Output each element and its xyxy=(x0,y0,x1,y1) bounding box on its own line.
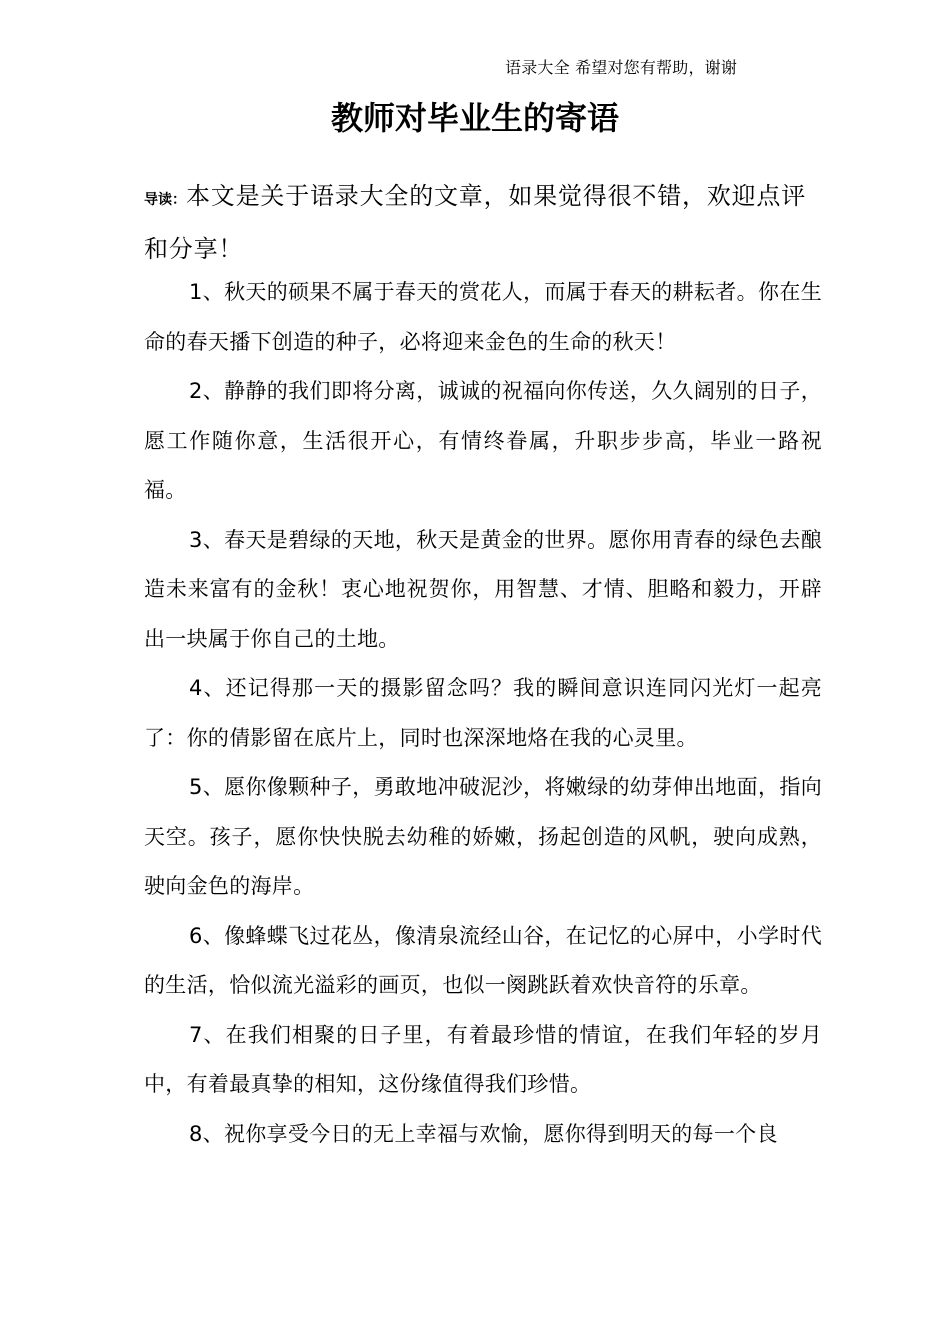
intro-label: 导读： xyxy=(144,192,186,208)
paragraph-4: 4、还记得那一天的摄影留念吗？我的瞬间意识连同闪光灯一起亮了：你的倩影留在底片上，同时也深深地烙在我的心灵里。 xyxy=(144,676,822,750)
paragraph-1: 1、秋天的硕果不属于春天的赏花人，而属于春天的耕耘者。你在生命的春天播下创造的种子，必将迎来金色的生命的秋天！ xyxy=(144,280,822,354)
intro-text: 本文是关于语录大全的文章，如果觉得很不错，欢迎点评和分享！ xyxy=(144,182,806,263)
page-title: 教师对毕业生的寄语 xyxy=(330,99,619,137)
paragraph-3: 3、春天是碧绿的天地，秋天是黄金的世界。愿你用青春的绿色去酿造未来富有的金秋！衷心地祝贺你，用智慧、才情、胆略和毅力，开辟出一块属于你自己的土地。 xyxy=(144,527,822,651)
paragraph-2: 2、静静的我们即将分离，诚诚的祝福向你传送，久久阔别的日子，愿工作随你意，生活很开心，有情终眷属，升职步步高，毕业一路祝福。 xyxy=(144,379,822,502)
paragraph-8: 8、祝你享受今日的无上幸福与欢愉，愿你得到明天的每一个良 xyxy=(189,1121,778,1146)
paragraph-6: 6、像蜂蝶飞过花丛，像清泉流经山谷，在记忆的心屏中，小学时代的生活，恰似流光溢彩的画页，也似一阕跳跃着欢快音符的乐章。 xyxy=(144,923,822,997)
paragraph-5: 5、愿你像颗种子，勇敢地冲破泥沙，将嫩绿的幼芽伸出地面，指向天空。孩子，愿你快快脱去幼稚的娇嫩，扬起创造的风帆，驶向成熟，驶向金色的海岸。 xyxy=(144,775,822,898)
paragraph-7: 7、在我们相聚的日子里，有着最珍惜的情谊，在我们年轻的岁月中，有着最真挚的相知，这份缘值得我们珍惜。 xyxy=(144,1022,822,1096)
intro-paragraph xyxy=(144,172,824,274)
document-body xyxy=(144,268,822,1159)
header-note: 语录大全 希望对您有帮助，谢谢 xyxy=(505,58,738,77)
